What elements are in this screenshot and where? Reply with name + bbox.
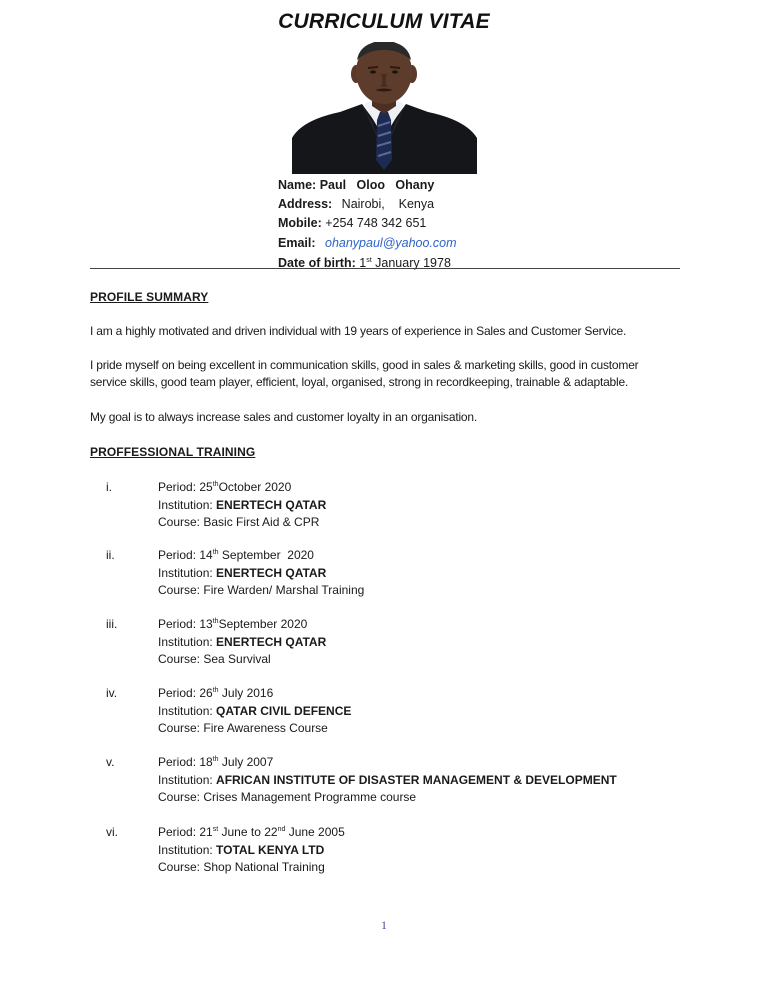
- training-course: Course: Shop National Training: [158, 860, 325, 874]
- profile-paragraph-1: I am a highly motivated and driven individual with 19 years of experience in Sales and Customer Service.: [90, 324, 627, 338]
- mobile-label: Mobile:: [278, 216, 322, 230]
- training-course: Course: Basic First Aid & CPR: [158, 515, 320, 529]
- training-number: iv.: [106, 686, 118, 700]
- training-institution: Institution: TOTAL KENYA LTD: [158, 842, 325, 857]
- training-institution: Institution: ENERTECH QATAR: [158, 565, 327, 580]
- training-number: vi.: [106, 825, 118, 839]
- mobile-row: [278, 214, 457, 233]
- dob-sup: st: [366, 256, 372, 264]
- address-value: Nairobi, Kenya: [341, 197, 435, 211]
- contact-block: [278, 176, 457, 273]
- training-number: iii.: [106, 617, 118, 631]
- dob-rest: January 1978: [371, 256, 451, 270]
- training-period: Period: 21st June to 22nd June 2005: [158, 825, 345, 839]
- profile-photo: [292, 42, 477, 174]
- training-course: Course: Sea Survival: [158, 652, 271, 666]
- header-divider: [90, 268, 680, 269]
- profile-paragraph-2: [90, 357, 690, 391]
- dob-day: 1: [359, 256, 367, 270]
- training-number: i.: [106, 480, 112, 494]
- training-period: Period: 25thOctober 2020: [158, 480, 292, 494]
- name-label: Name:: [278, 178, 317, 192]
- name-row: [278, 176, 457, 195]
- training-period: Period: 14th September 2020: [158, 548, 314, 562]
- address-row: [278, 195, 457, 214]
- training-period: Period: 18th July 2007: [158, 755, 274, 769]
- training-number: ii.: [106, 548, 115, 562]
- email-link[interactable]: ohanypaul@yahoo.com: [325, 236, 457, 250]
- training-number: v.: [106, 755, 115, 769]
- training-course: Course: Fire Warden/ Marshal Training: [158, 583, 365, 597]
- name-value: Paul Oloo Ohany: [319, 178, 435, 192]
- address-label: Address:: [278, 197, 333, 211]
- dob-row: [278, 254, 457, 273]
- training-institution: Institution: ENERTECH QATAR: [158, 497, 327, 512]
- training-heading: PROFFESSIONAL TRAINING: [90, 445, 256, 459]
- training-period: Period: 26th July 2016: [158, 686, 274, 700]
- training-course: Course: Fire Awareness Course: [158, 721, 328, 735]
- training-institution: Institution: ENERTECH QATAR: [158, 634, 327, 649]
- email-row: [278, 234, 457, 253]
- profile-paragraph-2-line-2: service skills, good team player, efficient, loyal, organised, strong in recordkeeping, trainable & adaptable.: [90, 375, 629, 389]
- training-institution: Institution: AFRICAN INSTITUTE OF DISASTER MANAGEMENT & DEVELOPMENT: [158, 772, 617, 787]
- training-period: Period: 13thSeptember 2020: [158, 617, 308, 631]
- dob-label: Date of birth:: [278, 256, 356, 270]
- training-course: Course: Crises Management Programme course: [158, 790, 417, 804]
- page-number: 1: [381, 918, 387, 932]
- document-title: CURRICULUM VITAE: [278, 10, 490, 33]
- profile-summary-heading: PROFILE SUMMARY: [90, 290, 209, 304]
- profile-paragraph-3: My goal is to always increase sales and customer loyalty in an organisation.: [90, 410, 477, 424]
- mobile-value: +254 748 342 651: [325, 216, 427, 230]
- training-institution: Institution: QATAR CIVIL DEFENCE: [158, 703, 352, 718]
- profile-paragraph-2-line-1: I pride myself on being excellent in communication skills, good in sales & marketing skills, good in customer: [90, 358, 639, 372]
- email-label: Email:: [278, 236, 316, 250]
